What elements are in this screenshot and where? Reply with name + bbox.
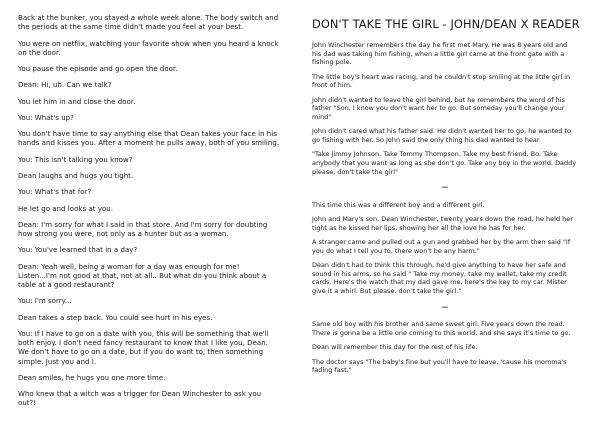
story-paragraph: "Take Jimmy Johnson. Take Tommy Thompson. Take my best friend, Bo. Take anybody that you want as long as she don't go. Take any boy in the world. Daddy please, don't take the girl" [312,150,577,176]
story-paragraph: You: I'm sorry... [18,297,72,306]
story-paragraph: You: What's up? [18,113,74,122]
story-paragraph: Dean: I'm sorry for what I said in that store. And I'm sorry for doubting how strong you were, not only as a hunter but as a woman. [18,220,268,239]
story-paragraph: John didn't wanted to leave the girl behind, but he remembers the word of his father "Son, I know you don't want her to go. But someday you'll change your mind" [312,95,565,121]
story-paragraph: He let go and looks at you. [18,204,113,213]
story-paragraph: You: If I have to go on a date with you, this will be something that we'll both enjoy. I don't need fancy restaurant to know that I like you, Dean. We don't have to go on a date, but if you do want to, then something simple. Just you and I. [18,329,269,366]
story-paragraph: This time this was a different boy and a different girl. [312,200,485,209]
story-paragraph: Dean: Hi, uh. Can we talk? [18,81,112,90]
story-paragraph: John and Mary's son, Dean Winchester, twenty years down the road, he held her tight as he kissed her lips, showing her all the love he has for her. [312,215,573,232]
story-paragraph: Dean takes a step back. You could see hurt in his eyes. [18,313,213,322]
story-paragraph: Who knew that a witch was a trigger for Dean Winchester to ask you out?! [18,390,262,408]
story-paragraph: Dean smiles, he hugs you one more time. [18,373,166,382]
story-paragraph: You let him in and close the door. [18,97,136,106]
left-page [0,0,290,424]
story-paragraph: Dean will remember this day for the rest of his life. [312,343,478,352]
story-paragraph: Dean didn't had to think this through, he'd give anything to have her safe and sound in his arms, so he said " Take my money, take my wallet, take my credit cards. Here's the watch that my dad gave me, here's the key to my car. Mister give it a whirl. But please, don't take the girl." [312,261,567,296]
story-paragraph: John didn't cared what his father said. He didn't wanted her to go, he wanted to go fishing with her. So John said the only thing his dad wanted to hear. [312,127,571,144]
right-page [300,0,590,424]
story-paragraph: A stranger came and pulled out a gun and grabbed her by the arm then said "If you do what I tell you to, there won't be any harm." [312,238,571,255]
right-story-text [312,41,578,375]
story-paragraph: Same old boy with his brother and same sweet girl. Five years down the road. There is gonna be a little one coming to this world, and she says it's time to go. [312,320,571,337]
story-paragraph: The little boy's heart was racing, and he couldn't stop smiling at the little girl in front of him. [312,72,571,90]
story-paragraph: Dean: Yeah well, being a woman for a day was enough for me! Listen...I'm not good at that, not at all.. But what do you think about a table at a good restaurant? [18,262,267,290]
story-paragraph: Dean laughs and hugs you tight. [18,171,134,180]
story-paragraph: The doctor says "The baby's fine but you'll have to leave, 'cause his momma's fading fast." [312,357,567,375]
story-paragraph: You: You've learned that in a day? [18,246,138,255]
story-paragraph: You pause the episode and go open the door. [18,65,178,73]
story-paragraph: John Winchester remembers the day he first met Mary. He was 8 years old and his dad was taking him fishing, when a little girl came at the front gate with a fishing pole. [312,41,568,67]
story-paragraph: You don't have time to say anything else that Dean takes your face in his hands and kisses you. After a moment he pulls away, both of you smiling. [18,130,280,148]
left-story-text [18,14,280,409]
story-paragraph: You were on netflix, watching your favorite show when you heard a knock on the door. [18,39,279,57]
section-separator: — [441,302,449,311]
story-paragraph: You: This isn't talking you know? [18,155,133,164]
story-paragraph: You: What's that for? [18,188,92,197]
section-separator: — [441,183,449,192]
story-paragraph: Back at the bunker, you stayed a whole week alone. The body switch and the periods at the same time didn't made you feel at your best. [18,14,279,32]
story-title: DON'T TAKE THE GIRL - JOHN/DEAN X READER [312,17,580,31]
